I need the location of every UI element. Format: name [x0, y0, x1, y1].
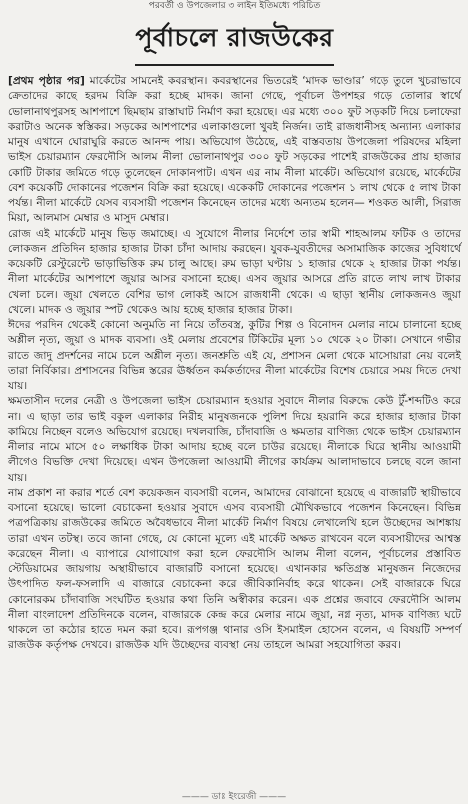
- article-body: [8, 74, 461, 654]
- next-article-fragment: ——— ডাঃ ইংরেজী ———: [181, 792, 287, 802]
- paragraph: ঈদের পরদিন থেকেই কোনো অনুমতি না নিয়ে তাঁতবস্ত্র, কুটির শিল্প ও বিনোদন মেলার নামে চালানো হচ্ছে অশ্লীল নৃত্য, জুয়া ও মাদক ব্যবসা। ওই মেলায় প্রবেশের টিকিটের মূল্য ১০ থেকে ২০ টাকা। সেখানে গভীর রাতে জাদু প্রদর্শনের নামে চলে অশ্লীল নৃত্য। জনশ্রুতি এই যে, প্রশাসন মেলা থেকে মাসোয়ারা নেয় বলেই তারা নির্বিকার। প্রশাসনের বিভিন্ন স্তরের ঊর্ধ্বতন কর্মকর্তাদের নীলা মার্কেটের বিশেষ চেয়ারে সময় দিতে দেখা যায়।: [8, 319, 461, 392]
- paragraph-text: মার্কেটের সামনেই কবরস্থান। কবরস্থানের ভিতরেই ‘মাদক ভাণ্ডার’ গড়ে তুলে খুচরাভাবে ক্রেতাদের কাছে হরদম বিক্রি করা হচ্ছে মাদক। জানা গেছে, পূর্বাচল উপশহর গড়ে তোলার স্বার্থে ভোলানাথপুরসহ আশপাশে ছিমছাম রাস্তাঘাট নির্মাণ করা হয়েছে। এর মধ্যে ৩০০ ফুট সড়কটি দিয়ে চলাফেরা করাটাও অনেক স্বস্তিকর। সড়কের আশপাশের এলাকাগুলো খুবই নির্জন। তাই রাজধানীসহ অন্যান্য এলাকার মানুষ এখানে ঘোরাঘুরি করতে আনন্দ পায়। অভিযোগ উঠেছে, এই বাস্তবতায় উপজেলা পরিষদের মহিলা ভাইস চেয়ারম্যান ফেরদৌসি আলম নীলা ভোলানাথপুর ৩০০ ফুট সড়কের পাশেই রাজউকের প্রায় হাজার কোটি টাকার জমিতে গড়ে তুলেছেন দোকানপাট। এখন এর নাম নীলা মার্কেট। অভিযোগ রয়েছে, মার্কেটের বেশ কয়েকটি দোকানের পজেশন বিক্রি করা হয়েছে। একেকটি দোকানের পজেশন ১ লাখ থেকে ৫ লাখ টাকা পর্যন্ত। নীলা মার্কেটে যেসব ব্যবসায়ী পজেশন কিনেছেন তাদের মধ্যে অন্যতম হলেন— শওকত আলী, সিরাজ মিয়া, আলমাস মেম্বার ও মাসুদ মেম্বার।: [8, 75, 461, 225]
- paragraph: [8, 74, 461, 227]
- headline-text: পূর্বাচলে রাজউকের: [135, 18, 333, 66]
- paragraph: নাম প্রকাশ না করার শর্তে বেশ কয়েকজন ব্যবসায়ী বলেন, আমাদের বোঝানো হয়েছে এ বাজারটি স্থায়ীভাবে বসানো হয়েছে। ভালো বেচাকেনা হওয়ার সুবাদে এসব ব্যবসায়ী মৌখিকভাবে পজেশন কিনেছেন। বিভিন্ন পত্রপত্রিকায় রাজউকের জমিতে অবৈধভাবে নীলা মার্কেট নির্মাণ বিষয়ে লেখালেখি হলে উচ্ছেদের আশঙ্কায় তারা এখন তটস্থ। তবে জানা গেছে, যে কোনো মূল্যে এই মার্কেট অক্ষত রাখবেন বলে ব্যবসায়ীদের আশ্বস্ত করেছেন নীলা। এ ব্যাপারে যোগাযোগ করা হলে ফেরদৌসি আলম নীলা বলেন, পূর্বাচলের প্রস্তাবিত স্টেডিয়ামের জায়গায় অস্থায়ীভাবে বাজারটি বসানো হয়েছে। এখানকার ক্ষতিগ্রস্ত মানুষজন নিজেদের উৎপাদিত ফল-ফসলাদি এ বাজারে বেচাকেনা করে জীবিকানির্বাহ করে থাকেন। সেই বাজারকে ঘিরে কোনোরকম চাঁদাবাজি সংঘটিত হওয়ার কথা তিনি অস্বীকার করেন। এক প্রশ্নের জবাবে ফেরদৌসি আলম নীলা বাংলাদেশ প্রতিদিনকে বলেন, বাজারকে কেন্দ্র করে মেলার নামে জুয়া, নগ্ন নৃত্য, মাদক বাণিজ্য ঘটে থাকলে তা কঠোর হাতে দমন করা হবে। রূপগঞ্জ থানার ওসি ইসমাইল হোসেন বলেন, এ বিষয়টি সম্পর্ণ রাজউক কর্তৃপক্ষ দেখবে। রাজউক যদি উচ্ছেদের ব্যবস্থা নেয় তাহলে আমরা সহযোগিতা করব।: [8, 486, 461, 652]
- headline: [8, 18, 461, 66]
- paragraph: ক্ষমতাসীন দলের নেত্রী ও উপজেলা ভাইস চেয়ারম্যান হওয়ার সুবাদে নীলার বিরুদ্ধে কেউ টুঁ-শব্দটিও করে না। এ ছাড়া তার ভাই বকুল এলাকার নিরীহ মানুষজনকে পুলিশ দিয়ে হয়রানি করে হাজার হাজার টাকা কামিয়ে নিচ্ছেন বলেও অভিযোগ রয়েছে। দখলবাজি, চাঁদাবাজি ও ক্ষমতার বাণিজ্য থেকে ভাইস চেয়ারম্যান নীলার নামে মাসে ৫০ লক্ষাধিক টাকা আদায় হচ্ছে বলে চাউর রয়েছে। নীলাকে ঘিরে স্থানীয় আওয়ামী লীগেও বিভক্তি দেখা দিয়েছে। এখন উপজেলা আওয়ামী লীগের কার্যক্রম আলাদাভাবে চলছে বলে জানা যায়।: [8, 395, 461, 484]
- previous-article-fragment: পরবর্তী ও উপজেলার ৩ লাইন ইতিমধ্যে পরিচিত: [148, 1, 321, 11]
- paragraph: রোজ এই মার্কেটে মানুষ ভিড় জমাচ্ছে। এ সুযোগে নীলার নির্দেশে তার স্বামী শাহআলম ফটিক ও তাদের লোকজন প্রতিদিন হাজার হাজার টাকা চাঁদা আদায় করছেন। যুবক-যুবতীদের অসামাজিক কাজের সুবিধার্থে কয়েকটি রেস্টুরেন্টে ভাড়াভিত্তিক রুম চালু আছে। রুম ভাড়া ঘণ্টায় ১ হাজার থেকে ২ হাজার টাকা পর্যন্ত। নীলা মার্কেটের আশপাশে জুয়ার আসর বসানো হচ্ছে। এসব জুয়ার আসরে প্রতি রাতে লাখ লাখ টাকার খেলা চলে। জুয়া খেলতে বেশির ভাগ লোকই আসে রাজধানী থেকে। এ ছাড়া স্থানীয় লোকজনও জুয়া খেলে। মাদক ও জুয়ার স্পট থেকেও আয় হচ্ছে হাজার হাজার টাকা।: [8, 227, 461, 316]
- continuation-tag: [প্রথম পৃষ্ঠার পর]: [8, 75, 85, 87]
